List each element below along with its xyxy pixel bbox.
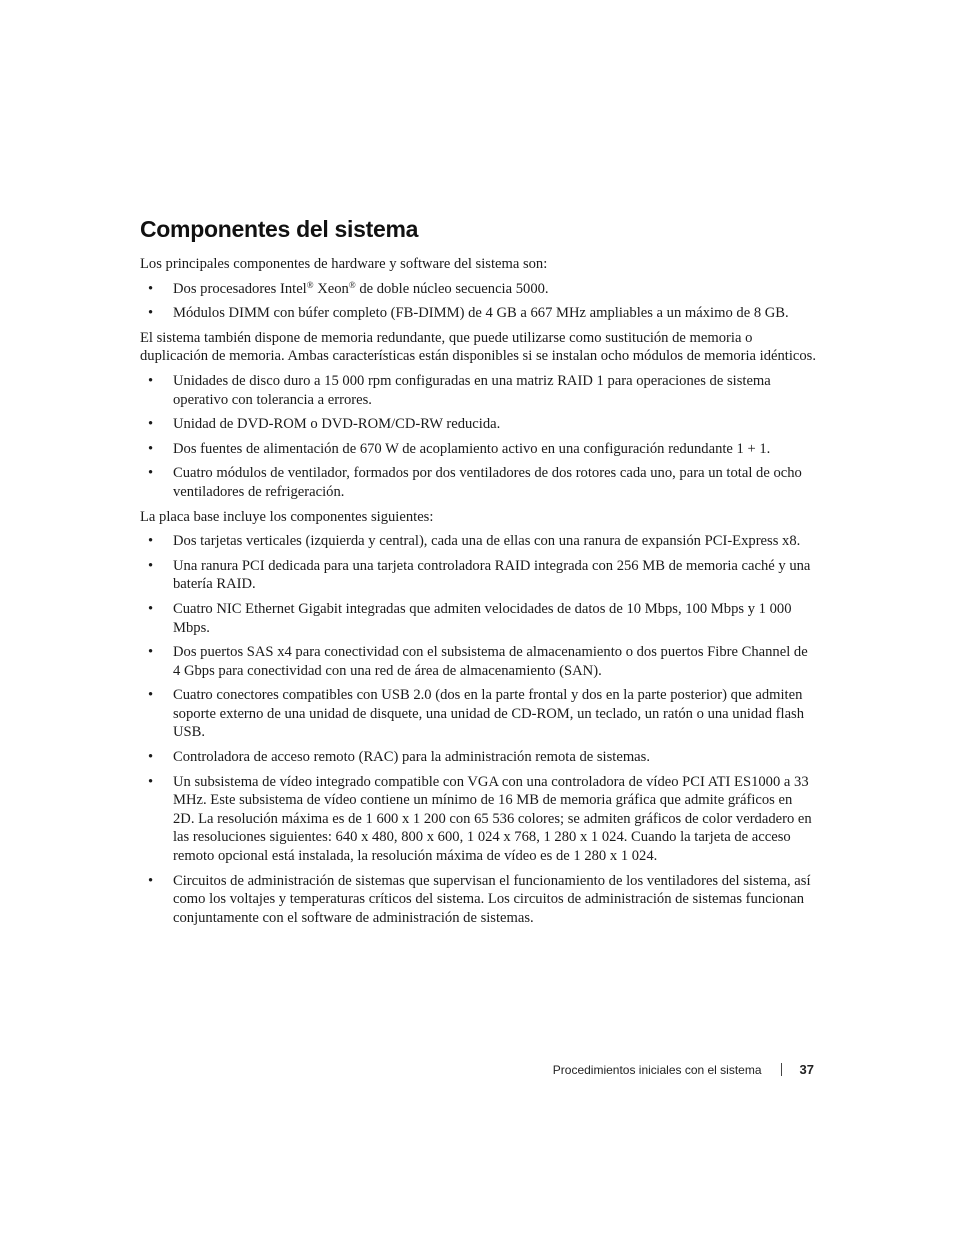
page-title: Componentes del sistema [140, 216, 419, 242]
bullet: • [148, 533, 154, 550]
list-item [140, 748, 816, 767]
list-item-text: Módulos DIMM con búfer completo (FB-DIMM) de 4 GB a 667 MHz ampliables a un máximo de 8 GB. [173, 305, 789, 322]
bullet: • [148, 687, 154, 704]
page-number: 37 [799, 1062, 814, 1077]
list-item [140, 372, 816, 409]
list-item [140, 600, 816, 637]
list-item-text: Una ranura PCI dedicada para una tarjeta controladora RAID integrada con 256 MB de memoria caché y una batería RAID. [173, 557, 811, 593]
list-item-text: Dos puertos SAS x4 para conectividad con el subsistema de almacenamiento o dos puertos Fibre Channel de 4 Gbps para conectividad con una red de área de almacenamiento (SAN). [173, 644, 808, 679]
bullet: • [148, 440, 154, 457]
list-item [140, 280, 816, 299]
list-item [140, 686, 816, 742]
list-item-text: Unidad de DVD-ROM o DVD-ROM/CD-RW reducida. [173, 416, 501, 433]
list-item-text: Dos tarjetas verticales (izquierda y central), cada una de ellas con una ranura de expansión PCI-Express x8. [173, 533, 801, 550]
motherboard-paragraph: La placa base incluye los componentes siguientes: [140, 508, 434, 525]
bullet: • [148, 872, 154, 889]
list-item [140, 872, 816, 928]
footer-title: Procedimientos iniciales con el sistema [552, 1062, 762, 1077]
storage-power-list [140, 372, 816, 502]
list-item-text: Controladora de acceso remoto (RAC) para la administración remota de sistemas. [173, 749, 650, 766]
memory-paragraph: El sistema también dispone de memoria redundante, que puede utilizarse como sustitución de memoria o duplicación de memoria. Ambas características están disponibles si se instalan ocho módulos de memoria idénticos. [140, 329, 817, 365]
bullet: • [148, 416, 154, 433]
list-item-text: Unidades de disco duro a 15 000 rpm configuradas en una matriz RAID 1 para operaciones de sistema operativo con tolerancia a errores. [173, 372, 771, 408]
list-item-text: Un subsistema de vídeo integrado compatible con VGA con una controladora de vídeo PCI ATI ES1000 a 33 MHz. Este subsistema de vídeo contiene un mínimo de 16 MB de memoria gráfica que admite gráficos en 2D. La resolución máxima es de 1 600 x 1 200 con 65 536 colores; se admiten gráficos de color verdadero en las resoluciones siguientes: 640 x 480, 800 x 600, 1 024 x 768, 1 280 x 1 024. Cuando la tarjeta de acceso remoto opcional está instalada, la resolución máxima de vídeo es de 1 280 x 1 024. [173, 773, 812, 865]
list-item [140, 304, 816, 323]
bullet: • [148, 773, 154, 790]
list-item [140, 643, 816, 680]
page-footer [553, 1062, 814, 1077]
bullet: • [148, 600, 154, 617]
document-body [140, 255, 816, 933]
list-item-text: Dos fuentes de alimentación de 670 W de acoplamiento activo en una configuración redundante 1 + 1. [173, 440, 771, 457]
footer-divider [781, 1063, 782, 1076]
list-item-text: Circuitos de administración de sistemas que supervisan el funcionamiento de los ventiladores del sistema, así como los voltajes y temperaturas críticos del sistema. Los circuitos de administración de sistemas funcionan conjuntamente con el software de administración de sistemas. [173, 872, 811, 926]
components-list [140, 280, 816, 323]
list-item-text: Dos procesadores Intel® Xeon® de doble núcleo secuencia 5000. [173, 279, 549, 297]
bullet: • [148, 465, 154, 482]
bullet: • [148, 280, 154, 297]
list-item [140, 773, 816, 866]
list-item-text: Cuatro módulos de ventilador, formados por dos ventiladores de dos rotores cada uno, para un total de ocho ventiladores de refrigeración. [173, 465, 802, 500]
list-item [140, 557, 816, 594]
list-item [140, 464, 816, 501]
bullet: • [148, 372, 154, 389]
bullet: • [148, 305, 154, 322]
list-item [140, 440, 816, 459]
motherboard-list [140, 532, 816, 927]
list-item-text: Cuatro NIC Ethernet Gigabit integradas que admiten velocidades de datos de 10 Mbps, 100 Mbps y 1 000 Mbps. [173, 600, 792, 636]
intro-paragraph: Los principales componentes de hardware y software del sistema son: [140, 256, 548, 272]
list-item [140, 415, 816, 434]
list-item-text: Cuatro conectores compatibles con USB 2.0 (dos en la parte frontal y dos en la parte posterior) que admiten soporte externo de una unidad de disquete, una unidad de CD-ROM, un teclado, un ratón o una unidad flash USB. [173, 687, 805, 741]
list-item [140, 532, 816, 551]
bullet: • [148, 644, 154, 661]
bullet: • [148, 557, 154, 574]
bullet: • [148, 749, 154, 766]
